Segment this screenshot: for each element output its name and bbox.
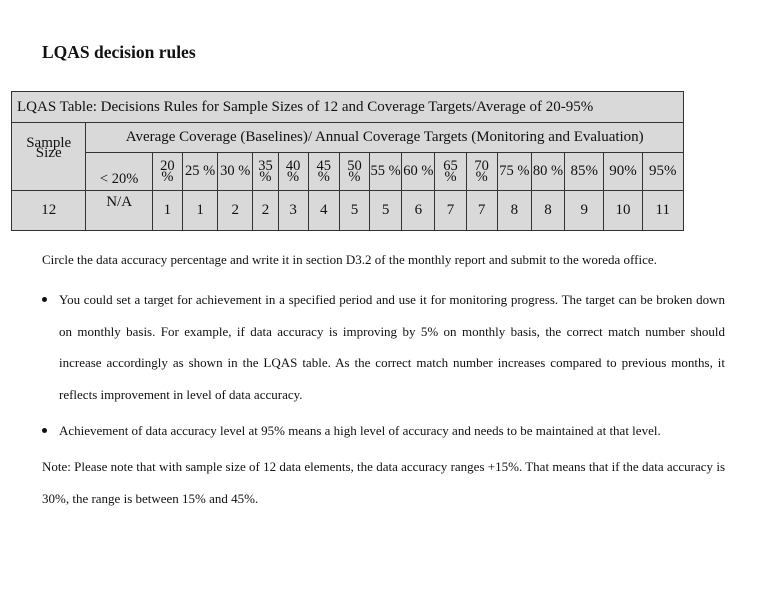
sample-size-header: Sample Size <box>12 123 86 191</box>
percent-header: 20 % <box>152 153 182 191</box>
list-item <box>42 284 725 410</box>
value-cell: 7 <box>435 191 466 231</box>
table-row <box>12 191 684 231</box>
value-cell: 4 <box>308 191 339 231</box>
sample-size-cell: 12 <box>12 191 86 231</box>
note-paragraph: Note: Please note that with sample size of 12 data elements, the data accuracy ranges +15%. That means that if the data accuracy is 30%, the range is between 15% and 45%. <box>42 459 725 506</box>
bullet-icon <box>42 428 47 433</box>
value-cell: 8 <box>531 191 564 231</box>
instruction-paragraph: Circle the data accuracy percentage and write it in section D3.2 of the monthly report and submit to the woreda office. <box>42 252 657 267</box>
value-cell: 9 <box>565 191 604 231</box>
percent-header: 55 % <box>370 153 402 191</box>
coverage-header: Average Coverage (Baselines)/ Annual Coverage Targets (Monitoring and Evaluation) <box>86 123 684 153</box>
value-cell: 1 <box>152 191 182 231</box>
percent-header: 25 % <box>182 153 217 191</box>
table-title: LQAS Table: Decisions Rules for Sample Sizes of 12 and Coverage Targets/Average of 20-95% <box>12 92 684 123</box>
value-cell: 6 <box>402 191 435 231</box>
percent-header: 65 % <box>435 153 466 191</box>
percent-header: 50 % <box>339 153 369 191</box>
percent-header: 80 % <box>531 153 564 191</box>
value-cell: 3 <box>278 191 308 231</box>
value-cell: 2 <box>253 191 278 231</box>
percent-header: 95% <box>642 153 683 191</box>
percent-header: 30 % <box>218 153 253 191</box>
value-cell: 10 <box>604 191 642 231</box>
percent-header: 40 % <box>278 153 308 191</box>
value-cell: 1 <box>182 191 217 231</box>
percent-header: 75 % <box>497 153 531 191</box>
percent-header: 70 % <box>466 153 497 191</box>
percent-header-row <box>12 153 684 191</box>
bullet-icon <box>42 297 47 302</box>
value-cell: 5 <box>339 191 369 231</box>
percent-header: 90% <box>604 153 642 191</box>
percent-header: < 20% <box>86 153 152 191</box>
value-cell: 5 <box>370 191 402 231</box>
value-cell: N/A <box>86 191 152 231</box>
bullet-text: Achievement of data accuracy level at 95% means a high level of accuracy and needs to be maintained at that level. <box>59 423 661 438</box>
page-heading: LQAS decision rules <box>42 42 196 62</box>
list-item <box>42 415 725 447</box>
bullet-list <box>42 284 725 447</box>
percent-header: 45 % <box>308 153 339 191</box>
bullet-text: You could set a target for achievement in a specified period and use it for monitoring progress. The target can be broken down on monthly basis. For example, if data accuracy is improving by 5% on monthly basis, the correct match number should increase accordingly as shown in the LQAS table. As the correct match number increases compared to previous months, it reflects improvement in level of data accuracy. <box>59 292 725 402</box>
percent-header: 85% <box>565 153 604 191</box>
value-cell: 7 <box>466 191 497 231</box>
percent-header: 35 % <box>253 153 278 191</box>
lqas-table <box>11 91 684 231</box>
percent-header: 60 % <box>402 153 435 191</box>
value-cell: 11 <box>642 191 683 231</box>
value-cell: 2 <box>218 191 253 231</box>
value-cell: 8 <box>497 191 531 231</box>
